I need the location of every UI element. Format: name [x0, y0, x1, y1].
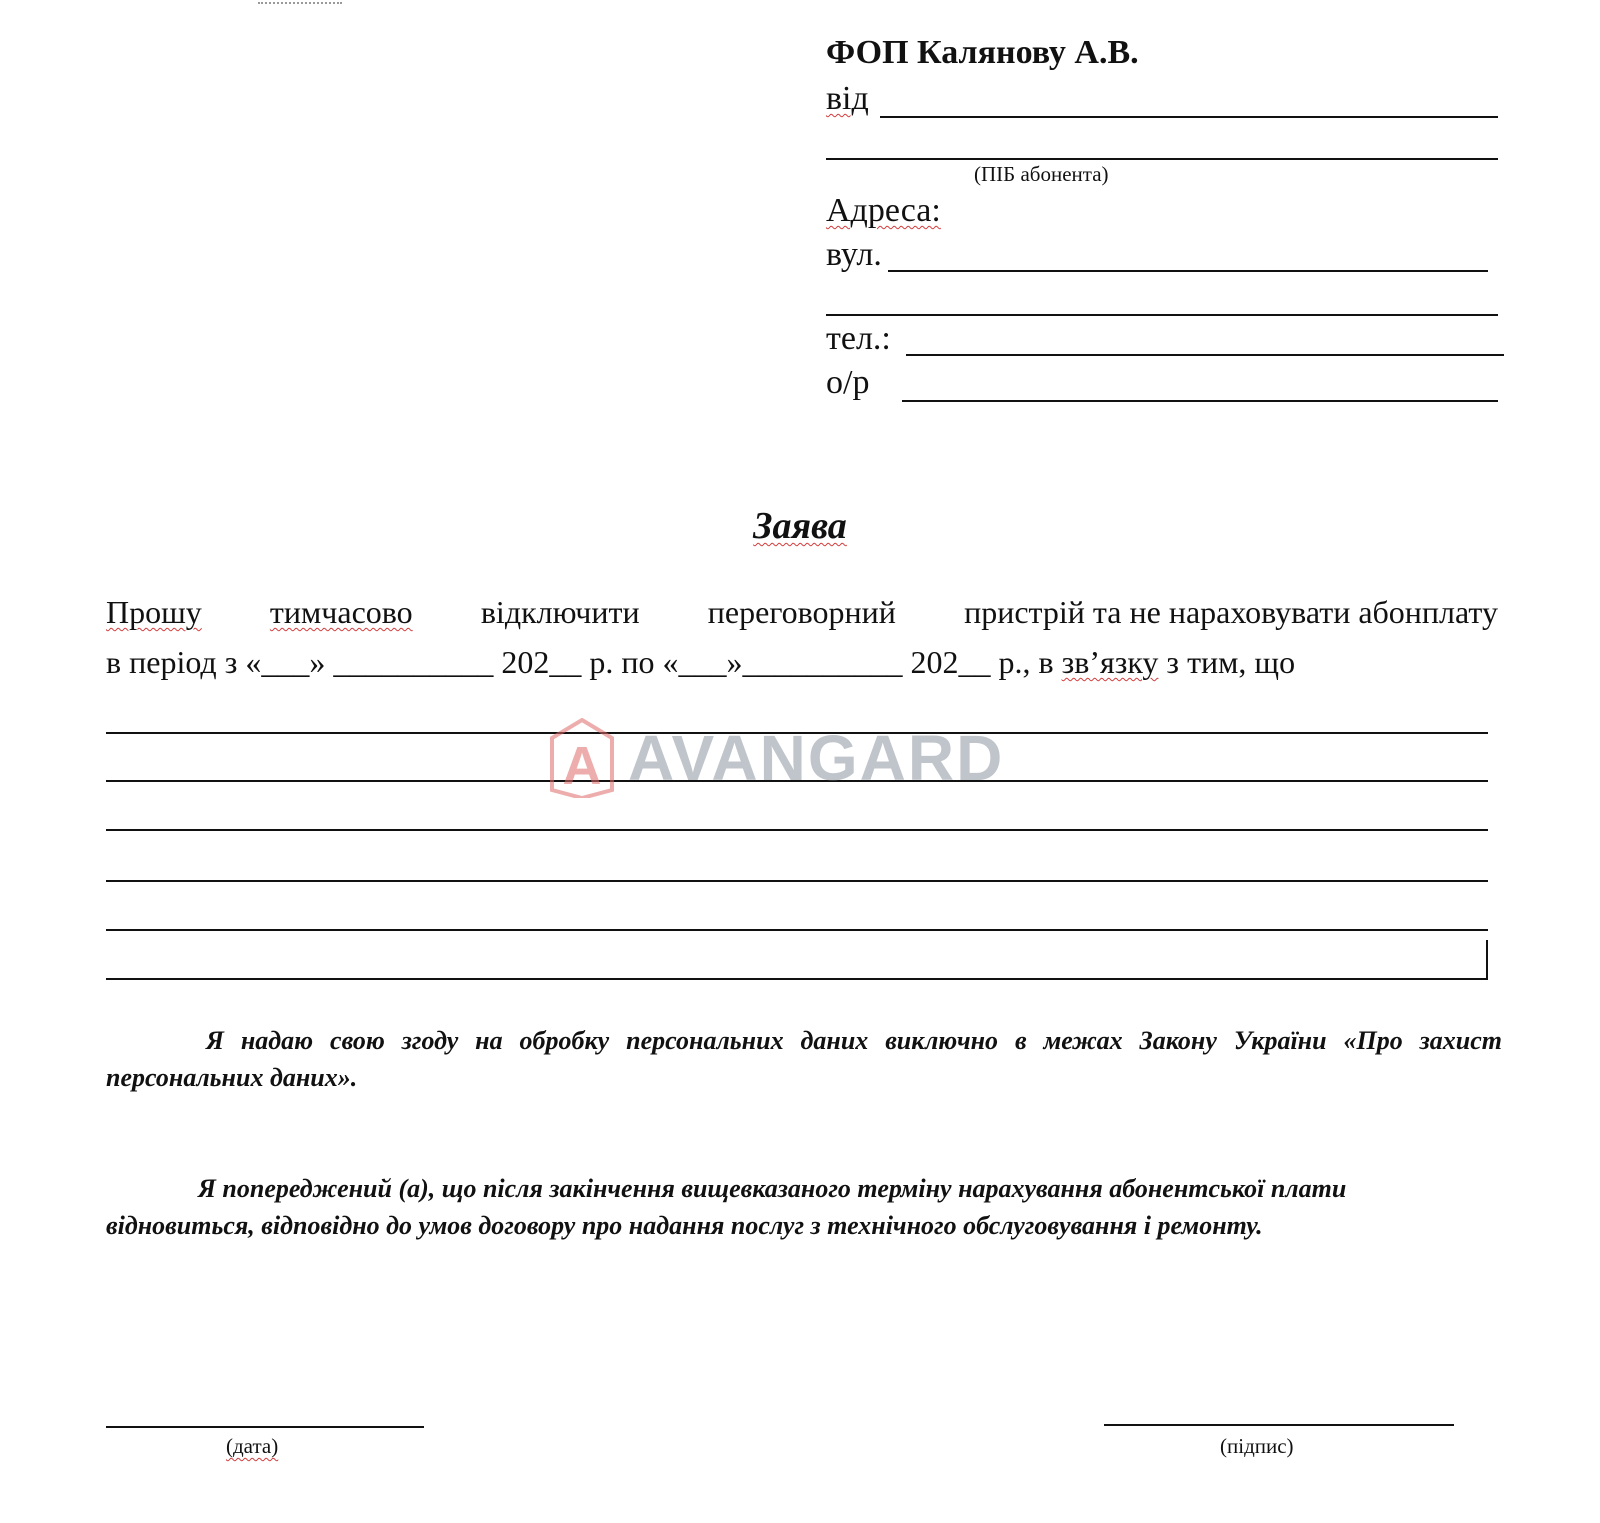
- reason-line-3[interactable]: [106, 829, 1488, 831]
- address-line-2[interactable]: [826, 314, 1498, 316]
- date-line[interactable]: [106, 1426, 424, 1428]
- signature-caption: (підпис): [1220, 1434, 1294, 1458]
- phone-label: тел.:: [826, 320, 891, 357]
- recipient-line: [826, 34, 1139, 72]
- from-label: від: [826, 80, 869, 117]
- account-line[interactable]: [902, 400, 1498, 402]
- reason-line-5[interactable]: [106, 929, 1488, 931]
- request-word-5: пристрій та не нараховувати абонплату: [964, 594, 1498, 630]
- signature-line[interactable]: [1104, 1424, 1454, 1426]
- from-name-line[interactable]: [880, 116, 1498, 118]
- consent-paragraph: Я надаю свою згоду на обробку персональних даних виключно в межах Закону України «Про захист персональних даних».: [106, 1026, 1502, 1092]
- reason-line-4[interactable]: [106, 880, 1488, 882]
- watermark-text: AVANGARD: [628, 722, 1005, 794]
- street-line[interactable]: [888, 270, 1488, 272]
- avangard-logo-icon: [550, 718, 614, 798]
- address-label: Адреса:: [826, 192, 941, 229]
- recipient-name: ФОП Калянову А.В.: [826, 34, 1139, 71]
- warning-paragraph: Я попереджений (а), що після закінчення вищевказаного терміну нарахування абонентської плати відновиться, відповідно до умов договору про надання послуг з технічного обслуговування і ремонту.: [106, 1174, 1347, 1240]
- request-line-2: в період з «___» __________ 202__ р. по «___»__________ 202__ р., в зв’язку з тим, що: [106, 644, 1296, 680]
- request-word-4: переговорний: [707, 594, 896, 630]
- request-word-3: відключити: [480, 594, 640, 630]
- watermark: [550, 718, 1004, 798]
- reason-line-6[interactable]: [106, 978, 1488, 980]
- street-label: вул.: [826, 236, 882, 273]
- watermark-logo-letter: A: [562, 736, 602, 796]
- name-caption: (ПІБ абонента): [974, 162, 1109, 186]
- request-word-2: тимчасово: [269, 594, 413, 630]
- phone-line[interactable]: [906, 354, 1504, 356]
- request-line-1: [106, 594, 1498, 631]
- date-caption: (дата): [226, 1434, 279, 1458]
- reason-box-edge: [1486, 940, 1488, 980]
- account-label: о/р: [826, 364, 870, 401]
- request-word-1: Прошу: [106, 594, 202, 630]
- from-name-line-2[interactable]: [826, 158, 1498, 160]
- document-title: Заява: [753, 505, 847, 547]
- top-edge-dots: [258, 0, 342, 4]
